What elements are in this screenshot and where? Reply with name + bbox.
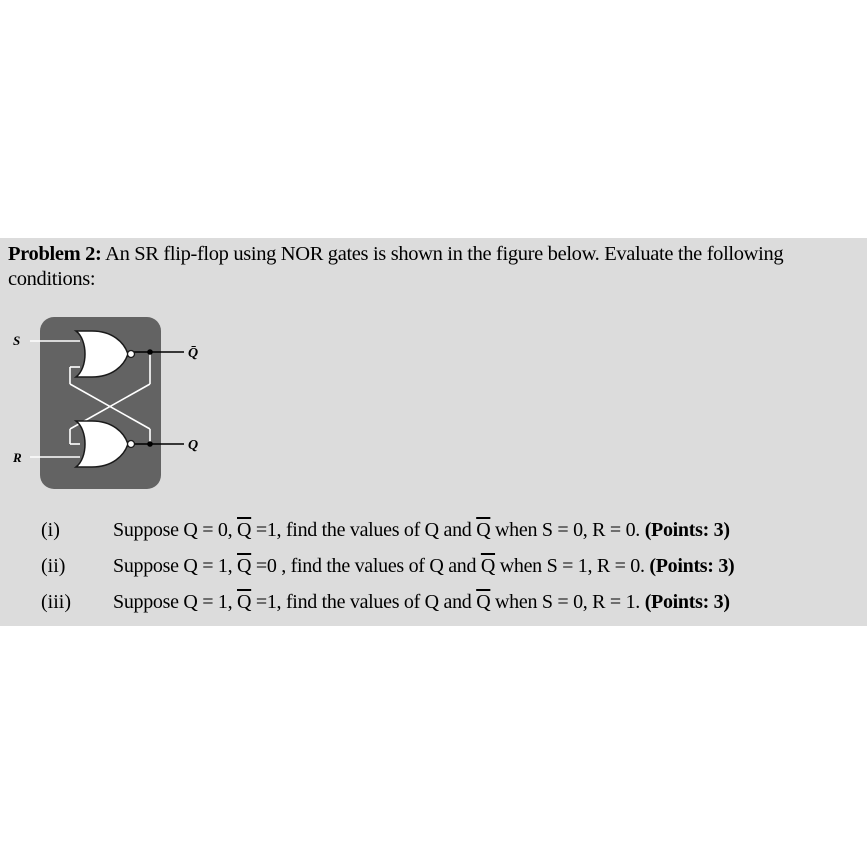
problem-label: Problem 2:: [8, 243, 102, 265]
question-text: Suppose Q = 0, $\overline{Q} =1$, find the values of Q and $\overline{Q}$ when S = 0, R = 0. (Points: 3): [113, 519, 730, 541]
question-text: Suppose Q = 1, $\overline{Q} =1$, find the values of Q and $\overline{Q}$ when S = 0, R = 1. (Points: 3): [113, 591, 730, 613]
q-bar-symbol: $\overline{Q}$: [480, 555, 496, 577]
question-number: (ii): [41, 555, 66, 577]
points-label: (Points: 3): [644, 591, 730, 613]
sr-flip-flop-figure: [0, 314, 230, 494]
sr-flip-flop-diagram: [0, 314, 230, 494]
q-bar-symbol: $\overline{Q}$: [237, 591, 252, 613]
question-item: [0, 552, 867, 580]
problem-statement: [8, 242, 863, 292]
q-bar-symbol: $\overline{Q}$: [476, 519, 491, 541]
question-number: (i): [41, 519, 60, 541]
junction-dot-top: [147, 349, 153, 355]
q-bar-symbol: $\overline{Q}$: [237, 555, 252, 577]
question-number: (iii): [41, 591, 71, 613]
question-item: [0, 588, 867, 616]
output-qbar-label: Q̄: [188, 346, 199, 361]
problem-panel: [0, 238, 867, 626]
question-text: Suppose Q = 1, $\overline{Q} =0$ , find the values of Q and $\overline{Q}$ when S = 1, R = 0. (Points: 3): [113, 555, 735, 577]
points-label: (Points: 3): [644, 519, 730, 541]
q-bar-symbol: $\overline{Q}$: [476, 591, 491, 613]
input-r-label: R: [13, 450, 22, 465]
q-bar-symbol: $\overline{Q}$: [237, 519, 252, 541]
problem-text: An SR flip-flop using NOR gates is shown in the figure below. Evaluate the following conditions:: [8, 243, 784, 290]
input-s-label: S: [13, 333, 21, 348]
inversion-bubble-top: [128, 351, 135, 358]
junction-dot-bottom: [147, 441, 153, 447]
points-label: (Points: 3): [649, 555, 735, 577]
question-item: [0, 516, 867, 544]
output-q-label: Q: [188, 438, 199, 453]
inversion-bubble-bottom: [128, 441, 135, 448]
